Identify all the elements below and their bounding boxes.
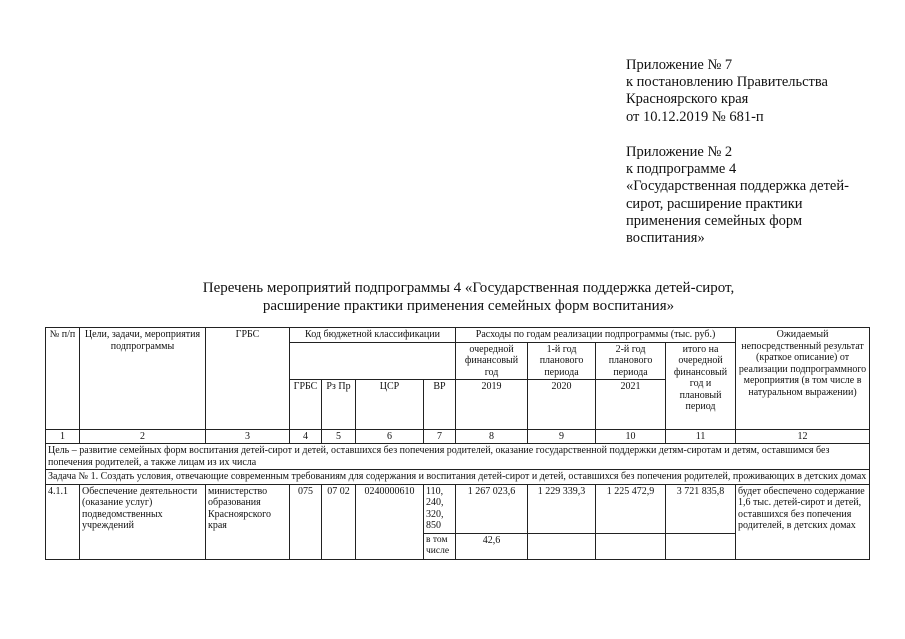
header-goals: Цели, задачи, мероприятия подпрограммы [80, 328, 206, 430]
row-expected-result: будет обеспечено содержание 1,6 тыс. детей-сирот и детей, оставшихся без попечения родителей, в детских домах [736, 484, 870, 559]
appendix-7-block [626, 57, 828, 126]
header-year-value: 2021 [596, 380, 666, 430]
column-number: 2 [80, 430, 206, 444]
header-costs: Расходы по годам реализации подпрограммы (тыс. руб.) [456, 328, 736, 343]
row-code-grbs: 075 [290, 484, 322, 559]
appendix-line: от 10.12.2019 № 681-п [626, 108, 764, 125]
header-year-value: 2019 [456, 380, 528, 430]
header-year-2: 1-й год планового периода [528, 342, 596, 380]
appendix-line: к постановлению Правительства [626, 74, 828, 91]
appendix-line: «Государственная поддержка детей- [626, 178, 849, 195]
column-number: 3 [206, 430, 290, 444]
appendix-line: к подпрограмме 4 [626, 161, 737, 178]
header-budget-code: Код бюджетной классификации [290, 328, 456, 343]
document-title [0, 279, 905, 315]
header-total: итого на очередной финансовый год и плановый период [666, 342, 736, 430]
column-number: 1 [46, 430, 80, 444]
title-line: расширение практики применения семейных форм воспитания» [262, 298, 675, 314]
appendix-2-block [626, 144, 849, 247]
row-cost-total: 3 721 835,8 [666, 484, 736, 533]
column-number: 4 [290, 430, 322, 444]
row-number: 4.1.1 [46, 484, 80, 559]
header-year-value: 2020 [528, 380, 596, 430]
appendix-line: применения семейных форм [626, 212, 803, 229]
appendix-line: воспитания» [626, 230, 705, 247]
header-code-grbs: ГРБС [290, 380, 322, 430]
appendix-line: Приложение № 7 [626, 57, 733, 73]
appendix-line: Приложение № 2 [626, 144, 733, 160]
column-number: 12 [736, 430, 870, 444]
column-number: 11 [666, 430, 736, 444]
row-code-csr: 0240000610 [356, 484, 424, 559]
goal-row: Цель – развитие семейных форм воспитания детей-сирот и детей, оставшихся без попечения родителей, оказание государственной поддержки детям-сиротам и детям, оставшимся без попечения родителей, а также лицам из их числа [46, 444, 870, 470]
row-measure-name: Обеспечение деятельности (оказание услуг) подведомственных учреждений [80, 484, 206, 559]
header-code-csr: ЦСР [356, 380, 424, 430]
header-expected-result: Ожидаемый непосредственный результат (краткое описание) от реализации подпрограммного мероприятия (в том числе в натуральном выражении) [736, 328, 870, 430]
header-year-3: 2-й год планового периода [596, 342, 666, 380]
row-grbs-name: министерство образования Красноярского края [206, 484, 290, 559]
column-number: 9 [528, 430, 596, 444]
header-year-1: очередной финансовый год [456, 342, 528, 380]
appendix-line: сирот, расширение практики [626, 195, 803, 212]
appendix-line: Красноярского края [626, 91, 749, 108]
title-line: Перечень мероприятий подпрограммы 4 «Государственная поддержка детей-сирот, [202, 280, 735, 296]
row-sub-empty [596, 533, 666, 559]
row-sub-vr: в том числе [424, 533, 456, 559]
header-code-empty [290, 342, 456, 380]
task-row: Задача № 1. Создать условия, отвечающие современным требованиям для содержания и воспитания детей-сирот и детей, оставшихся без попечения родителей, проживающих в детских домах [46, 470, 870, 485]
header-grbs: ГРБС [206, 328, 290, 430]
row-sub-empty [666, 533, 736, 559]
row-cost-2021: 1 225 472,9 [596, 484, 666, 533]
header-num: № п/п [46, 328, 80, 430]
row-code-rzpr: 07 02 [322, 484, 356, 559]
header-code-rzpr: Рз Пр [322, 380, 356, 430]
column-number: 6 [356, 430, 424, 444]
header-code-vr: ВР [424, 380, 456, 430]
row-sub-empty [528, 533, 596, 559]
column-number: 5 [322, 430, 356, 444]
column-number: 10 [596, 430, 666, 444]
column-number: 8 [456, 430, 528, 444]
row-cost-2019: 1 267 023,6 [456, 484, 528, 533]
column-number: 7 [424, 430, 456, 444]
row-sub-cost-2019: 42,6 [456, 533, 528, 559]
measures-table [45, 327, 870, 560]
row-code-vr: 110, 240, 320, 850 [424, 484, 456, 533]
row-cost-2020: 1 229 339,3 [528, 484, 596, 533]
